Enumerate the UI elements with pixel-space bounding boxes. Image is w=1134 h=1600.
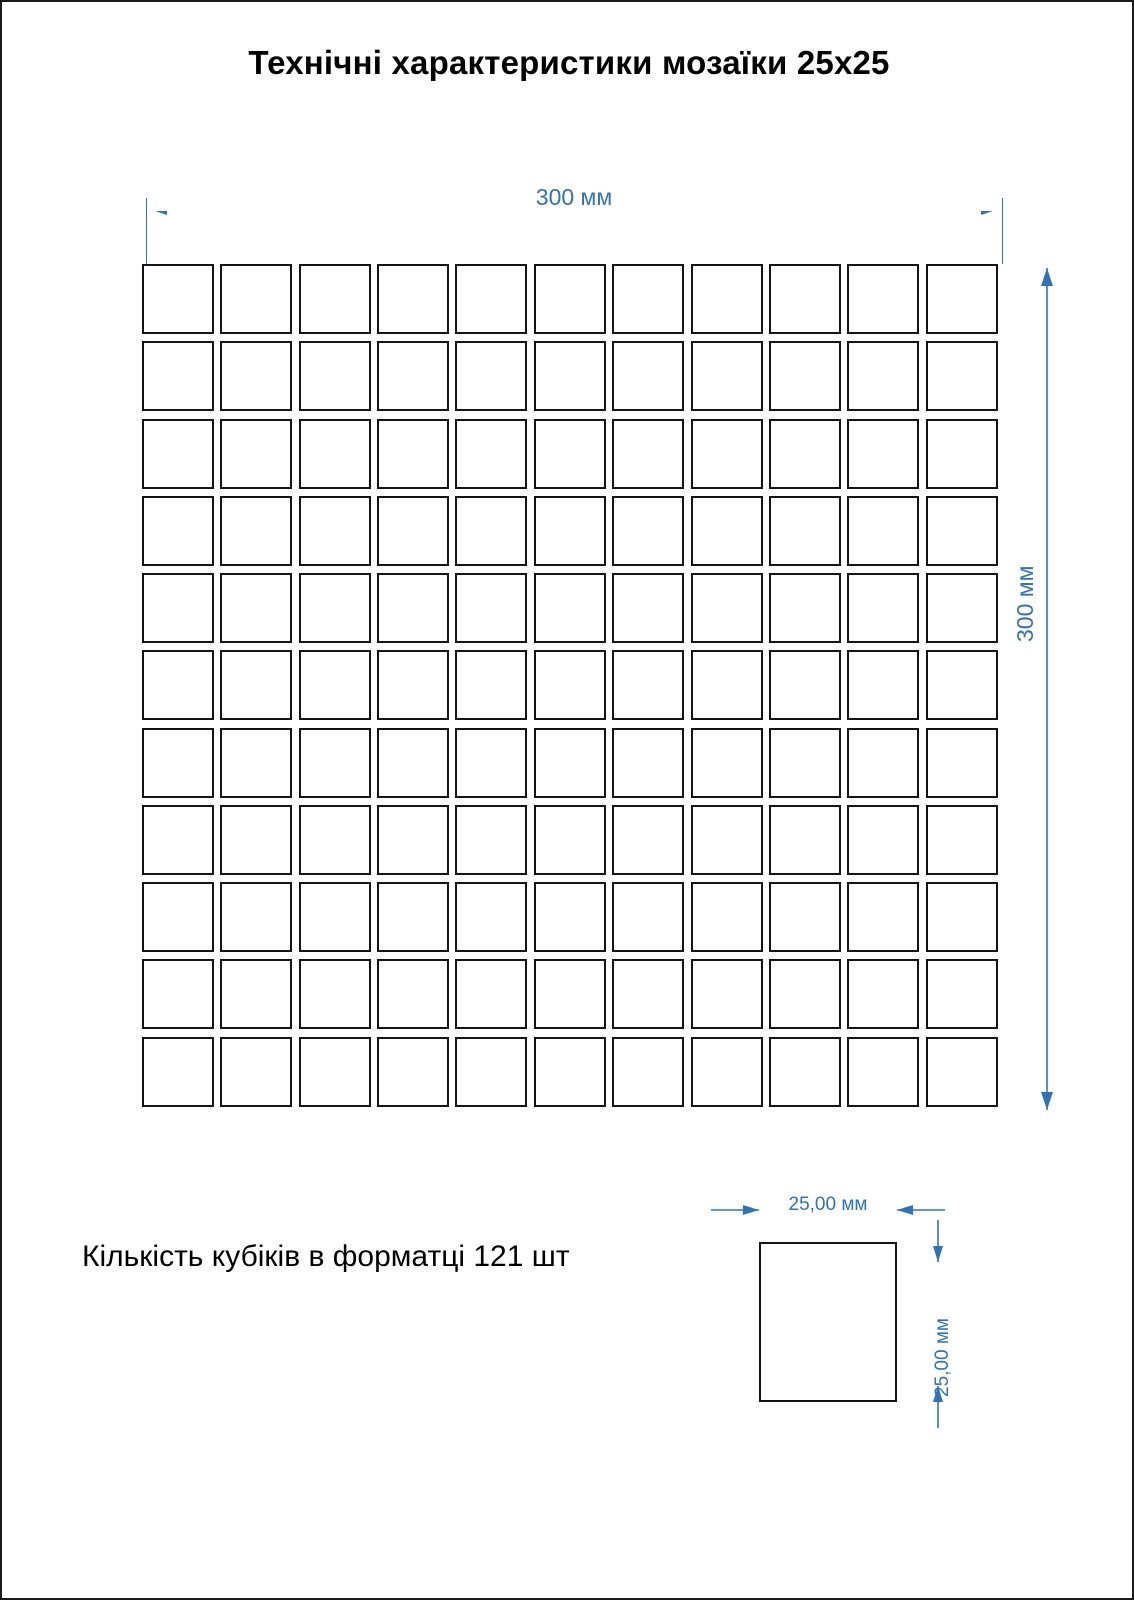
mosaic-cube [220, 264, 292, 334]
grid-cell [769, 650, 847, 727]
grid-cell [142, 959, 220, 1036]
grid-cell [847, 264, 925, 341]
mosaic-cube [142, 1037, 214, 1107]
mosaic-cube [534, 419, 606, 489]
mosaic-cube [142, 573, 214, 643]
grid-cell [769, 419, 847, 496]
mosaic-cube [142, 959, 214, 1029]
mosaic-cube [220, 805, 292, 875]
mosaic-cube [926, 1037, 998, 1107]
mosaic-cube [299, 341, 371, 411]
grid-cell [612, 650, 690, 727]
mosaic-cube [220, 573, 292, 643]
mosaic-cube [220, 650, 292, 720]
grid-cell [926, 882, 1004, 959]
mosaic-cube [926, 341, 998, 411]
mosaic-cube [455, 728, 527, 798]
mosaic-cube [847, 264, 919, 334]
grid-cell [847, 496, 925, 573]
dimension-right [1036, 264, 1058, 1114]
grid-cell [926, 573, 1004, 650]
grid-cell [142, 496, 220, 573]
grid-cell [926, 341, 1004, 418]
mosaic-cube [612, 728, 684, 798]
grid-cell [691, 882, 769, 959]
mosaic-cube [455, 341, 527, 411]
mosaic-cube [377, 882, 449, 952]
mosaic-cube [612, 805, 684, 875]
grid-cell [377, 728, 455, 805]
grid-cell [377, 573, 455, 650]
grid-cell [455, 1037, 533, 1114]
grid-cell [612, 882, 690, 959]
mosaic-cube [926, 264, 998, 334]
mosaic-cube [926, 728, 998, 798]
mosaic-cube [377, 728, 449, 798]
grid-cell [847, 573, 925, 650]
grid-cell [847, 419, 925, 496]
grid-cell [769, 882, 847, 959]
grid-cell [847, 959, 925, 1036]
mosaic-cube [769, 419, 841, 489]
grid-cell [455, 496, 533, 573]
grid-cell [455, 650, 533, 727]
grid-cell [534, 959, 612, 1036]
mosaic-cube [377, 496, 449, 566]
mosaic-cube [769, 882, 841, 952]
mosaic-cube [299, 882, 371, 952]
mosaic-cube [142, 419, 214, 489]
grid-cell [299, 882, 377, 959]
mosaic-cube [769, 573, 841, 643]
mosaic-cube [612, 264, 684, 334]
grid-cell [534, 573, 612, 650]
grid-cell [142, 341, 220, 418]
grid-cell [847, 650, 925, 727]
grid-cell [847, 805, 925, 882]
mosaic-cube [769, 496, 841, 566]
mosaic-cube [612, 650, 684, 720]
dimension-top-label [145, 184, 1003, 211]
mosaic-cube [299, 264, 371, 334]
grid-cell [534, 728, 612, 805]
cube-count-caption: Кількість кубіків в форматці 121 шт [82, 1240, 570, 1273]
mosaic-cube [534, 805, 606, 875]
grid-cell [691, 959, 769, 1036]
mosaic-cube [534, 264, 606, 334]
grid-cell [220, 805, 298, 882]
mosaic-cube [534, 573, 606, 643]
grid-cell [926, 728, 1004, 805]
grid-cell [769, 959, 847, 1036]
grid-cell [534, 650, 612, 727]
mosaic-cube [926, 805, 998, 875]
grid-cell [299, 959, 377, 1036]
grid-cell [377, 264, 455, 341]
mosaic-cube [769, 1037, 841, 1107]
grid-cell [377, 496, 455, 573]
mosaic-cube [220, 959, 292, 1029]
grid-cell [220, 573, 298, 650]
grid-cell [534, 496, 612, 573]
grid-cell [534, 882, 612, 959]
grid-cell [612, 573, 690, 650]
mosaic-cube [847, 882, 919, 952]
grid-cell [926, 419, 1004, 496]
grid-cell [220, 1037, 298, 1114]
grid-cell [142, 805, 220, 882]
mosaic-cube [926, 650, 998, 720]
grid-cell [691, 805, 769, 882]
mosaic-cube [847, 573, 919, 643]
mosaic-cube [926, 419, 998, 489]
grid-cell [299, 728, 377, 805]
grid-cell [691, 573, 769, 650]
grid-cell [377, 882, 455, 959]
grid-cell [847, 1037, 925, 1114]
grid-cell [455, 419, 533, 496]
mosaic-cube [377, 959, 449, 1029]
detail-width-label: 25,00 мм [788, 1194, 868, 1215]
mosaic-cube [926, 573, 998, 643]
extension-line-left [146, 198, 147, 264]
mosaic-cube [377, 264, 449, 334]
mosaic-cube [847, 650, 919, 720]
mosaic-cube [377, 805, 449, 875]
grid-cell [220, 264, 298, 341]
mosaic-cube [534, 882, 606, 952]
mosaic-cube [612, 496, 684, 566]
grid-cell [142, 573, 220, 650]
mosaic-cube [455, 264, 527, 334]
mosaic-cube [534, 650, 606, 720]
grid-cell [377, 341, 455, 418]
grid-cell [691, 728, 769, 805]
grid-cell [926, 805, 1004, 882]
mosaic-cube [691, 959, 763, 1029]
grid-cell [534, 1037, 612, 1114]
grid-cell [847, 341, 925, 418]
mosaic-cube [299, 805, 371, 875]
mosaic-cube [769, 959, 841, 1029]
grid-cell [299, 264, 377, 341]
grid-cell [612, 264, 690, 341]
mosaic-cube [612, 882, 684, 952]
grid-cell [299, 341, 377, 418]
mosaic-cube [455, 573, 527, 643]
mosaic-cube [455, 805, 527, 875]
mosaic-cube [769, 264, 841, 334]
grid-cell [299, 573, 377, 650]
mosaic-cube [220, 728, 292, 798]
mosaic-cube [377, 573, 449, 643]
grid-cell [926, 264, 1004, 341]
mosaic-cube [377, 419, 449, 489]
mosaic-cube [691, 496, 763, 566]
dimension-right-arrow [1036, 264, 1058, 1114]
mosaic-cube [455, 650, 527, 720]
grid-cell [377, 959, 455, 1036]
grid-cell [769, 728, 847, 805]
mosaic-cube [220, 496, 292, 566]
mosaic-cube [534, 341, 606, 411]
grid-cell [612, 419, 690, 496]
mosaic-cube [299, 419, 371, 489]
grid-cell [612, 728, 690, 805]
grid-cell [299, 650, 377, 727]
page-title: Технічні характеристики мозаїки 25x25 [248, 44, 890, 81]
grid-cell [455, 805, 533, 882]
grid-cell [612, 959, 690, 1036]
mosaic-cube [691, 805, 763, 875]
grid-cell [299, 1037, 377, 1114]
mosaic-grid [142, 264, 1004, 1114]
mosaic-cube [691, 650, 763, 720]
grid-cell [455, 959, 533, 1036]
mosaic-cube [847, 496, 919, 566]
mosaic-cube [220, 882, 292, 952]
dimension-right-label: 300 мм [1012, 565, 1038, 642]
grid-cell [926, 1037, 1004, 1114]
grid-cell [769, 1037, 847, 1114]
grid-cell [769, 573, 847, 650]
grid-cell [847, 882, 925, 959]
grid-cell [220, 341, 298, 418]
grid-cell [299, 419, 377, 496]
grid-cell [691, 264, 769, 341]
mosaic-cube [691, 419, 763, 489]
mosaic-cube [612, 573, 684, 643]
detail-cube [759, 1242, 897, 1402]
mosaic-cube [691, 341, 763, 411]
grid-cell [612, 496, 690, 573]
detail-height-label: 25,00 мм [932, 1318, 953, 1397]
grid-cell [926, 650, 1004, 727]
grid-cell [142, 728, 220, 805]
grid-cell [220, 728, 298, 805]
mosaic-cube [455, 496, 527, 566]
grid-cell [534, 264, 612, 341]
mosaic-cube [142, 728, 214, 798]
mosaic-cube [534, 496, 606, 566]
grid-cell [769, 264, 847, 341]
mosaic-cube [142, 496, 214, 566]
mosaic-cube [534, 1037, 606, 1107]
grid-cell [220, 419, 298, 496]
grid-cell [534, 419, 612, 496]
grid-cell [847, 728, 925, 805]
mosaic-cube [534, 728, 606, 798]
mosaic-cube [220, 419, 292, 489]
mosaic-cube [691, 264, 763, 334]
mosaic-cube [220, 1037, 292, 1107]
grid-cell [377, 1037, 455, 1114]
mosaic-cube [691, 573, 763, 643]
grid-cell [691, 341, 769, 418]
mosaic-cube [377, 341, 449, 411]
mosaic-cube [769, 805, 841, 875]
grid-cell [299, 496, 377, 573]
grid-cell [220, 496, 298, 573]
grid-cell [142, 882, 220, 959]
mosaic-cube [926, 959, 998, 1029]
grid-cell [455, 882, 533, 959]
mosaic-cube [455, 959, 527, 1029]
grid-cell [455, 341, 533, 418]
mosaic-cube [142, 650, 214, 720]
grid-cell [926, 959, 1004, 1036]
mosaic-cube [299, 728, 371, 798]
mosaic-cube [769, 728, 841, 798]
grid-cell [534, 341, 612, 418]
mosaic-cube [691, 728, 763, 798]
mosaic-cube [612, 959, 684, 1029]
grid-cell [142, 1037, 220, 1114]
mosaic-cube [847, 805, 919, 875]
mosaic-cube [142, 805, 214, 875]
mosaic-cube [299, 650, 371, 720]
mosaic-cube [142, 264, 214, 334]
mosaic-cube [299, 1037, 371, 1107]
grid-cell [612, 805, 690, 882]
mosaic-cube [926, 496, 998, 566]
grid-cell [142, 264, 220, 341]
dimension-top [145, 184, 1003, 220]
extension-line-right [1002, 198, 1003, 264]
grid-cell [455, 728, 533, 805]
mosaic-cube [769, 650, 841, 720]
mosaic-cube [847, 728, 919, 798]
mosaic-cube [847, 959, 919, 1029]
grid-cell [455, 264, 533, 341]
mosaic-cube [377, 650, 449, 720]
grid-cell [691, 419, 769, 496]
mosaic-cube [220, 341, 292, 411]
mosaic-cube [769, 341, 841, 411]
grid-cell [377, 805, 455, 882]
mosaic-cube [299, 496, 371, 566]
mosaic-cube [612, 419, 684, 489]
grid-cell [142, 650, 220, 727]
grid-cell [769, 341, 847, 418]
mosaic-cube [455, 1037, 527, 1107]
grid-cell [377, 650, 455, 727]
grid-cell [455, 573, 533, 650]
mosaic-cube [299, 573, 371, 643]
grid-cell [534, 805, 612, 882]
grid-cell [691, 1037, 769, 1114]
grid-cell [769, 496, 847, 573]
mosaic-cube [142, 341, 214, 411]
mosaic-cube [926, 882, 998, 952]
grid-cell [220, 650, 298, 727]
mosaic-cube [847, 419, 919, 489]
grid-cell [612, 341, 690, 418]
grid-cell [142, 419, 220, 496]
grid-cell [769, 805, 847, 882]
mosaic-cube [299, 959, 371, 1029]
mosaic-cube [847, 341, 919, 411]
mosaic-cube [612, 1037, 684, 1107]
grid-cell [691, 650, 769, 727]
mosaic-cube [691, 1037, 763, 1107]
dimension-top-text: 300 мм [526, 184, 622, 210]
mosaic-cube [691, 882, 763, 952]
grid-cell [612, 1037, 690, 1114]
mosaic-cube [534, 959, 606, 1029]
mosaic-cube [847, 1037, 919, 1107]
mosaic-cube [377, 1037, 449, 1107]
mosaic-cube [142, 882, 214, 952]
mosaic-cube [612, 341, 684, 411]
mosaic-cube [455, 419, 527, 489]
grid-cell [377, 419, 455, 496]
grid-cell [926, 496, 1004, 573]
grid-cell [691, 496, 769, 573]
grid-cell [220, 959, 298, 1036]
mosaic-cube [455, 882, 527, 952]
grid-cell [220, 882, 298, 959]
grid-cell [299, 805, 377, 882]
